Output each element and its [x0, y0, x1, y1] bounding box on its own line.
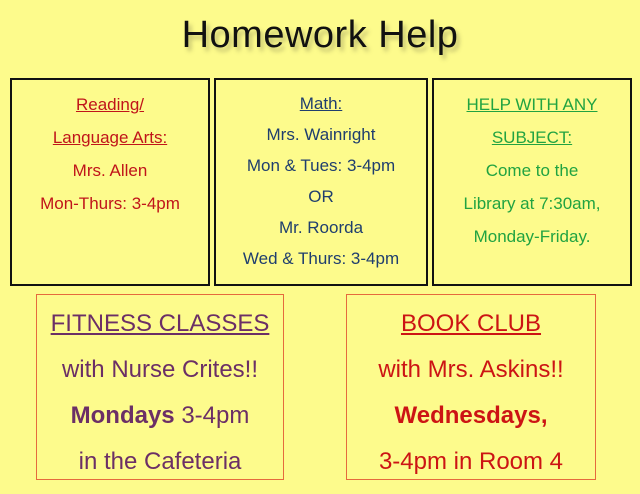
math-schedule-2: Wed & Thurs: 3-4pm	[242, 249, 400, 268]
fitness-time: 3-4pm	[174, 402, 250, 429]
reading-heading-line2: Language Arts:	[52, 128, 168, 147]
math-box	[214, 78, 428, 286]
fitness-location: in the Cafeteria	[78, 448, 242, 475]
any-subject-heading-line1: HELP WITH ANY	[466, 95, 598, 114]
math-teacher-1: Mrs. Wainright	[266, 125, 376, 144]
math-or: OR	[308, 187, 334, 206]
math-heading: Math:	[299, 94, 343, 113]
fitness-box	[36, 294, 284, 480]
page-title: Homework Help	[181, 14, 459, 56]
any-subject-box	[432, 78, 632, 286]
any-subject-line1: Come to the	[485, 161, 579, 180]
book-club-comma: ,	[540, 402, 548, 429]
reading-box	[10, 78, 210, 286]
book-club-heading: BOOK CLUB	[400, 310, 542, 337]
any-subject-line3: Monday-Friday.	[473, 227, 591, 246]
reading-teacher: Mrs. Allen	[72, 161, 148, 180]
any-subject-line2: Library at 7:30am,	[463, 194, 601, 213]
fitness-day: Mondays	[70, 402, 175, 429]
book-club-line3: 3-4pm in Room 4	[378, 448, 564, 475]
reading-schedule: Mon-Thurs: 3-4pm	[40, 194, 180, 213]
book-club-schedule	[347, 393, 595, 439]
fitness-line1: with Nurse Crites!!	[61, 356, 259, 383]
fitness-heading: FITNESS CLASSES	[50, 310, 270, 337]
book-club-box	[346, 294, 596, 480]
fitness-schedule	[37, 393, 283, 439]
math-schedule-1: Mon & Tues: 3-4pm	[246, 156, 396, 175]
reading-heading-line1: Reading/	[75, 95, 145, 114]
math-teacher-2: Mr. Roorda	[278, 218, 364, 237]
any-subject-heading-line2: SUBJECT:	[491, 128, 573, 147]
book-club-line1: with Mrs. Askins!!	[378, 356, 564, 383]
book-club-day: Wednesdays	[394, 402, 541, 429]
